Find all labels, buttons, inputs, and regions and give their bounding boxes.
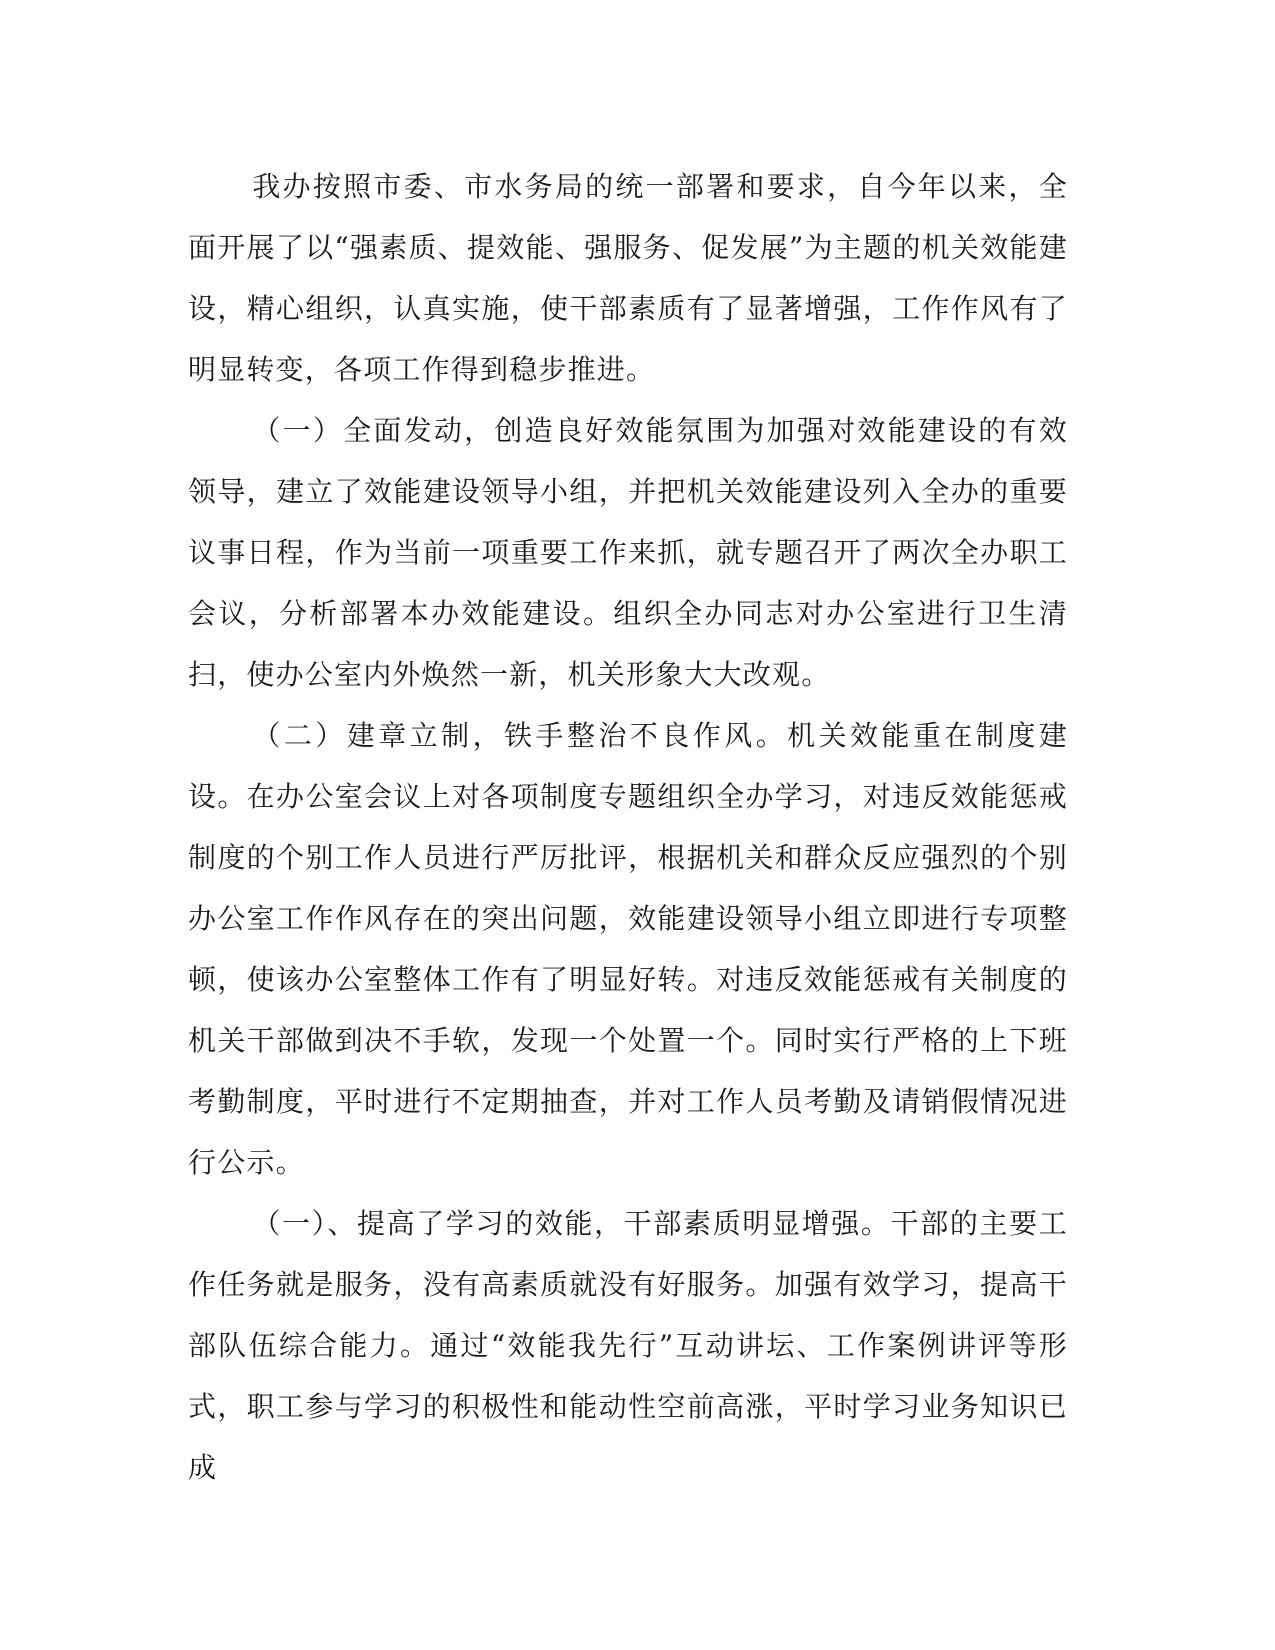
paragraph-section-3: （一）、提高了学习的效能，干部素质明显增强。干部的主要工作任务就是服务，没有高素质就没有好服务。加强有效学习，提高干部队伍综合能力。通过“效能我先行”互动讲坛、工作案例讲评等形式，职工参与学习的积极性和能动性空前高涨，平时学习业务知识已成: [188, 1207, 1068, 1484]
paragraph-intro: 我办按照市委、市水务局的统一部署和要求，自今年以来，全面开展了以“强素质、提效能、强服务、促发展”为主题的机关效能建设，精心组织，认真实施，使干部素质有了显著增强，工作作风有了明显转变，各项工作得到稳步推进。: [188, 170, 1068, 386]
paragraph-section-1: （一）全面发动，创造良好效能氛围为加强对效能建设的有效领导，建立了效能建设领导小组，并把机关效能建设列入全办的重要议事日程，作为当前一项重要工作来抓，就专题召开了两次全办职工会议，分析部署本办效能建设。组织全办同志对办公室进行卫生清扫，使办公室内外焕然一新，机关形象大大改观。: [188, 414, 1068, 691]
paragraph-section-2: （二）建章立制，铁手整治不良作风。机关效能重在制度建设。在办公室会议上对各项制度专题组织全办学习，对违反效能惩戒制度的个别工作人员进行严厉批评，根据机关和群众反应强烈的个别办公室工作作风存在的突出问题，效能建设领导小组立即进行专项整顿，使该办公室整体工作有了明显好转。对违反效能惩戒有关制度的机关干部做到决不手软，发现一个处置一个。同时实行严格的上下班考勤制度，平时进行不定期抽查，并对工作人员考勤及请销假情况进行公示。: [188, 719, 1068, 1179]
document-body: [188, 156, 1068, 1498]
